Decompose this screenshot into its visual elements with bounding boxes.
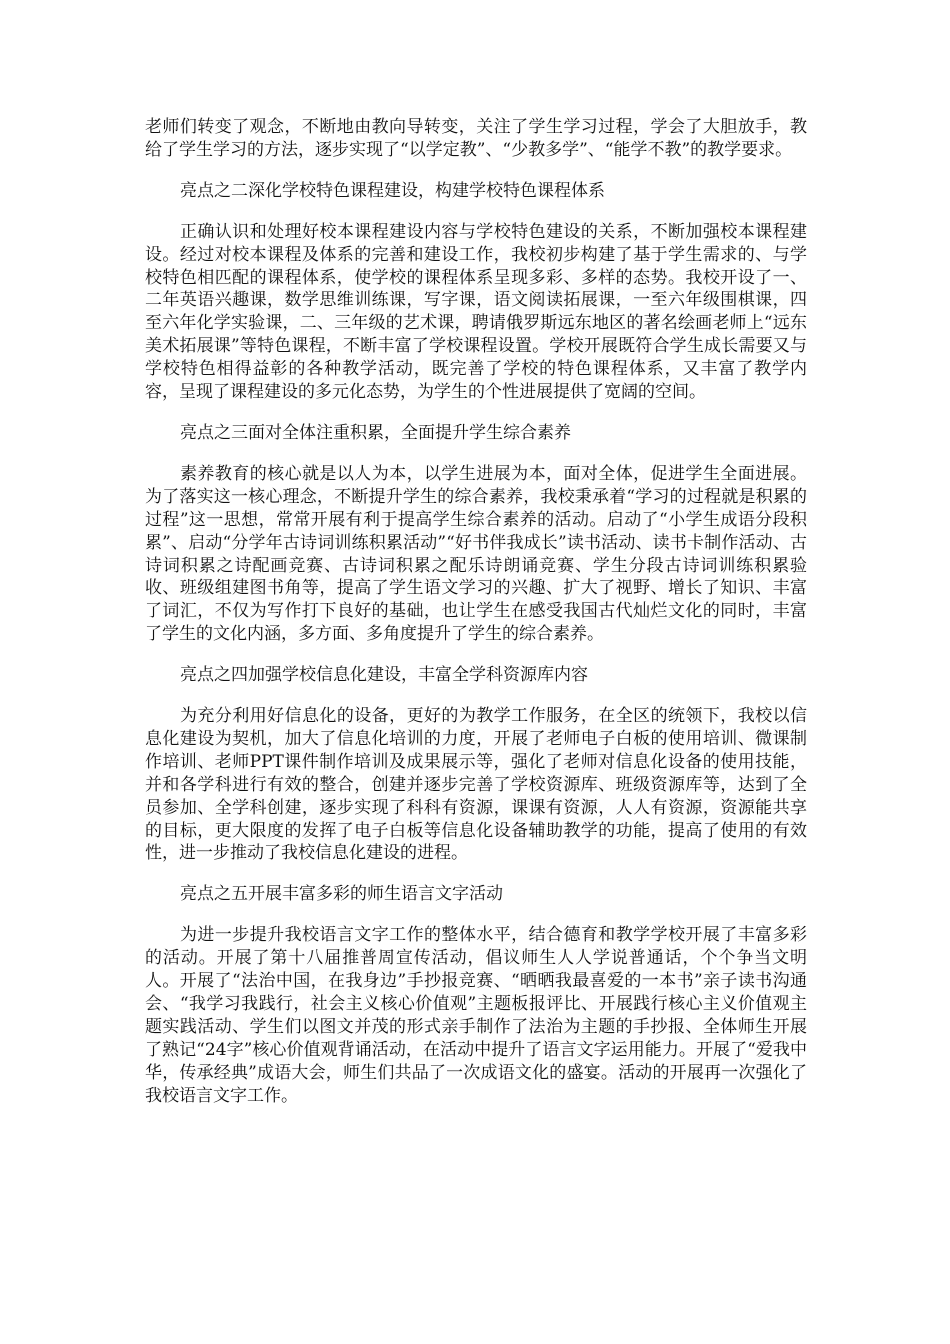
- section-heading: 亮点之三面对全体注重积累，全面提升学生综合素养: [180, 422, 571, 443]
- body-paragraph: 正确认识和处理好校本课程建设内容与学校特色建设的关系，不断加强校本课程建设。经过对校本课程及体系的完善和建设工作，我校初步构建了基于学生需求的、与学校特色相匹配的课程体系，使学校的课程体系呈现多彩、多样的态势。我校开设了一、二年英语兴趣课，数学思维训练课，写字课，语文阅读拓展课，一至六年级围棋课，四至六年化学实验课，二、三年级的艺术课，聘请俄罗斯远东地区的著名绘画老师上“远东美术拓展课”等特色课程，不断丰富了学校课程设置。学校开展既符合学生成长需要又与学校特色相得益彰的各种教学活动，既完善了学校的特色课程体系，又丰富了教学内容，呈现了课程建设的多元化态势，为学生的个性进展提供了宽阔的空间。: [145, 221, 807, 403]
- body-paragraph: 素养教育的核心就是以人为本，以学生进展为本，面对全体，促进学生全面进展。为了落实这一核心理念，不断提升学生的综合素养，我校秉承着“学习的过程就是积累的过程”这一思想，常常开展有利于提高学生综合素养的活动。启动了“小学生成语分段积累”、启动“分学年古诗词训练积累活动”“好书伴我成长”读书活动、读书卡制作活动、古诗词积累之诗配画竞赛、古诗词积累之配乐诗朗诵竞赛、学生分段古诗词训练积累验收、班级组建图书角等，提高了学生语文学习的兴趣、扩大了视野、增长了知识、丰富了词汇，不仅为写作打下良好的基础，也让学生在感受我国古代灿烂文化的同时，丰富了学生的文化内涵，多方面、多角度提升了学生的综合素养。: [145, 463, 807, 645]
- section-heading: 亮点之四加强学校信息化建设，丰富全学科资源库内容: [180, 665, 588, 686]
- body-paragraph: 为充分利用好信息化的设备，更好的为教学工作服务，在全区的统领下，我校以信息化建设为契机，加大了信息化培训的力度，开展了老师电子白板的使用培训、微课制作培训、老师PPT课件制作培训及成果展示等，强化了老师对信息化设备的使用技能，并和各学科进行有效的整合，创建并逐步完善了学校资源库、班级资源库等，达到了全员参加、全学科创建，逐步实现了科科有资源，课课有资源，人人有资源，资源能共享的目标，更大限度的发挥了电子白板等信息化设备辅助教学的功能，提高了使用的有效性，进一步推动了我校信息化建设的进程。: [145, 706, 807, 864]
- body-paragraph: 老师们转变了观念，不断地由教向导转变，关注了学生学习过程，学会了大胆放手，教给了学生学习的方法，逐步实现了“以学定教”、“少教多学”、“能学不教”的教学要求。: [145, 117, 807, 160]
- document-page: [145, 116, 807, 1108]
- body-paragraph: 为进一步提升我校语言文字工作的整体水平，结合德育和教学学校开展了丰富多彩的活动。开展了第十八届推普周宣传活动，倡议师生人人学说普通话，个个争当文明人。开展了“法治中国，在我身边”手抄报竞赛、“晒晒我最喜爱的一本书”亲子读书沟通会、“我学习我践行，社会主义核心价值观”主题板报评比、开展践行核心主义价值观主题实践活动、学生们以图文并茂的形式亲手制作了法治为主题的手抄报、全体师生开展了熟记“24字”核心价值观背诵活动，在活动中提升了语言文字运用能力。开展了“爱我中华，传承经典”成语大会，师生们共品了一次成语文化的盛宴。活动的开展再一次强化了我校语言文字工作。: [145, 925, 807, 1106]
- section-heading: 亮点之五开展丰富多彩的师生语言文字活动: [180, 884, 503, 905]
- section-heading: 亮点之二深化学校特色课程建设，构建学校特色课程体系: [180, 180, 605, 201]
